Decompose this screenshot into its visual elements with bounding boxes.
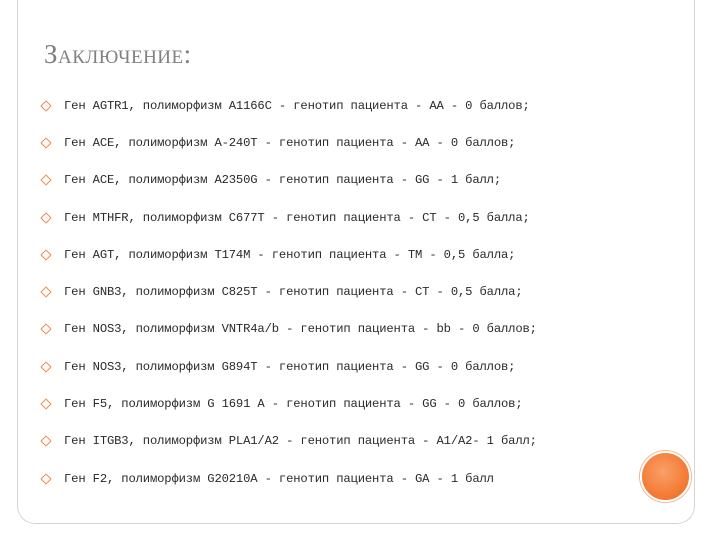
diamond-bullet-icon (40, 249, 51, 260)
list-item-text: Ген AGTR1, полиморфизм A1166C - генотип пациента - AA - 0 баллов; (64, 98, 530, 113)
list-item (38, 460, 618, 497)
list-item-text: Ген NOS3, полиморфизм VNTR4a/b - генотип пациента - bb - 0 баллов; (64, 322, 537, 337)
diamond-bullet-icon (40, 324, 51, 335)
list-item-text: Ген F5, полиморфизм G 1691 A - генотип пациента - GG - 0 баллов; (64, 397, 523, 412)
diamond-bullet-icon (40, 473, 51, 484)
list-item (38, 423, 618, 460)
list-item (38, 199, 618, 236)
list-item-text: Ген NOS3, полиморфизм G894T - генотип пациента - GG - 0 баллов; (64, 359, 516, 374)
list-item-text: Ген ACE, полиморфизм A-240T - генотип пациента - AA - 0 баллов; (64, 135, 516, 150)
list-item-text: Ген MTHFR, полиморфизм C677T - генотип пациента - CT - 0,5 балла; (64, 210, 530, 225)
list-item (38, 311, 618, 348)
list-item-text: Ген ITGB3, полиморфизм PLA1/A2 - генотип пациента - A1/A2- 1 балл; (64, 434, 537, 449)
list-item (38, 87, 618, 124)
diamond-bullet-icon (40, 361, 51, 372)
list-item-text: Ген AGT, полиморфизм T174M - генотип пациента - TM - 0,5 балла; (64, 247, 516, 262)
diamond-bullet-icon (40, 212, 51, 223)
orange-circle-icon (640, 451, 691, 502)
diamond-bullet-icon (40, 137, 51, 148)
list-item-text: Ген F2, полиморфизм G20210A - генотип пациента - GA - 1 балл (64, 471, 494, 486)
list-item-text: Ген ACE, полиморфизм A2350G - генотип пациента - GG - 1 балл; (64, 173, 501, 188)
list-item (38, 385, 618, 422)
diamond-bullet-icon (40, 100, 51, 111)
list-item (38, 236, 618, 273)
list-item (38, 273, 618, 310)
conclusion-list (38, 87, 618, 497)
list-item (38, 348, 618, 385)
diamond-bullet-icon (40, 436, 51, 447)
diamond-bullet-icon (40, 398, 51, 409)
diamond-bullet-icon (40, 175, 51, 186)
list-item-text: Ген GNB3, полиморфизм C825T - генотип пациента - CT - 0,5 балла; (64, 285, 523, 300)
list-item (38, 124, 618, 161)
slide-title: Заключение: (44, 39, 192, 69)
diamond-bullet-icon (40, 286, 51, 297)
list-item (38, 162, 618, 199)
